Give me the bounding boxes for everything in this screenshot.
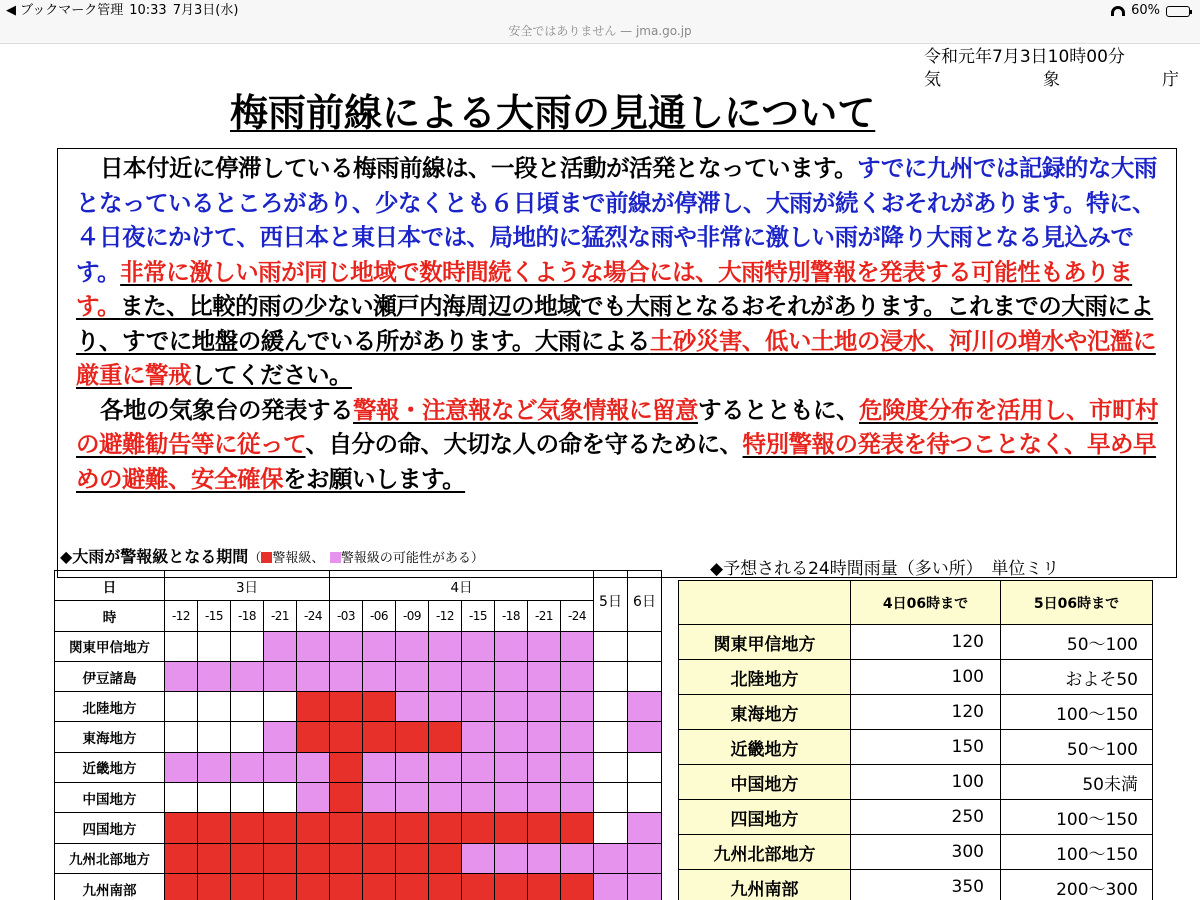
warning-level-cell xyxy=(363,661,396,691)
page-title: 梅雨前線による大雨の見通しについて xyxy=(230,91,876,135)
warning-level-cell xyxy=(628,873,662,900)
table-row xyxy=(55,783,662,813)
warning-level-cell xyxy=(429,843,462,873)
warning-level-cell xyxy=(165,722,198,752)
rain-value-4d: 150 xyxy=(851,730,1001,765)
warning-level-cell xyxy=(198,752,231,782)
rain-value-4d: 120 xyxy=(851,695,1001,730)
warning-level-cell xyxy=(628,783,662,813)
warning-level-cell xyxy=(231,661,264,691)
rain-value-4d: 100 xyxy=(851,765,1001,800)
warning-level-cell xyxy=(198,692,231,722)
warning-level-cell xyxy=(231,783,264,813)
warning-level-cell xyxy=(429,661,462,691)
warning-level-cell xyxy=(495,631,528,661)
notice-text-segment: すでに九州では記録的な大雨となっているところがあり、少なくとも６日頃まで前線が停滞し、大雨が続くおそれがあります。特に、４日夜にかけて、西日本と東日本では、局地的に猛烈な雨や非常に激しい雨が降り大雨となる見込みです。 xyxy=(76,154,1157,286)
warning-level-cell xyxy=(363,843,396,873)
header-day4: 4日 xyxy=(330,571,594,601)
warning-level-cell xyxy=(561,722,594,752)
warning-level-cell xyxy=(528,631,561,661)
warning-level-cell xyxy=(561,661,594,691)
status-date: 7月3日(水) xyxy=(172,3,239,18)
warning-level-cell xyxy=(264,843,297,873)
table-row xyxy=(55,843,662,873)
warning-level-cell xyxy=(330,783,363,813)
warning-level-cell xyxy=(264,631,297,661)
warning-level-cell xyxy=(462,661,495,691)
rain-value-4d: 100 xyxy=(851,660,1001,695)
warning-level-cell xyxy=(528,843,561,873)
notice-text-segment: 土砂災害、低い土地の浸水、河川の増水や氾濫に厳重に警戒 xyxy=(76,326,1156,389)
rain-region-label: 九州南部 xyxy=(679,870,851,900)
warning-level-cell xyxy=(528,783,561,813)
warning-level-cell xyxy=(165,631,198,661)
warning-level-cell xyxy=(297,873,330,900)
notice-text-segment: 非常に激しい雨が同じ地域で数時間続くような場合には、大雨特別警報を発表する可能性もあります。 xyxy=(76,257,1133,320)
rain-region-label: 九州北部地方 xyxy=(679,835,851,870)
warning-level-cell xyxy=(264,722,297,752)
hour-header-cell: -06 xyxy=(363,601,396,631)
warning-level-cell xyxy=(528,752,561,782)
warning-level-cell xyxy=(628,843,662,873)
warning-level-cell xyxy=(330,631,363,661)
notice-text-segment: するとともに、 xyxy=(698,395,859,424)
agency-char: 庁 xyxy=(1162,70,1179,90)
warning-level-cell xyxy=(495,843,528,873)
warning-level-cell xyxy=(528,873,561,900)
warning-level-cell xyxy=(429,813,462,843)
warning-level-cell xyxy=(429,631,462,661)
warning-level-cell xyxy=(495,752,528,782)
warning-level-cell xyxy=(561,873,594,900)
warning-level-cell xyxy=(396,873,429,900)
agency-char: 気 xyxy=(924,70,941,90)
table-row xyxy=(55,722,662,752)
rain-value-5d: 100～150 xyxy=(1001,695,1153,730)
rain-value-5d: 50～100 xyxy=(1001,625,1153,660)
warning-level-cell xyxy=(628,752,662,782)
region-label: 四国地方 xyxy=(55,813,165,843)
warning-level-cell xyxy=(198,843,231,873)
table-row xyxy=(679,695,1153,730)
header-hour-label: 時 xyxy=(55,601,165,631)
warning-level-cell xyxy=(363,722,396,752)
table-row xyxy=(679,870,1153,900)
warning-level-cell xyxy=(561,631,594,661)
legend-red-label: 警報級、 xyxy=(272,551,325,566)
warning-level-cell xyxy=(297,661,330,691)
warn-header-day-row xyxy=(55,571,662,601)
warning-period-heading: ◆大雨が警報級となる期間 xyxy=(60,547,249,566)
warning-level-cell xyxy=(165,752,198,782)
battery-percent: 60% xyxy=(1131,3,1160,18)
wifi-icon xyxy=(1111,6,1125,16)
warning-level-cell xyxy=(628,631,662,661)
warning-level-cell xyxy=(264,783,297,813)
address-text[interactable]: 安全ではありません — jma.go.jp xyxy=(508,24,692,38)
warning-level-cell xyxy=(429,722,462,752)
warning-level-cell xyxy=(198,661,231,691)
rain-value-5d: 100～150 xyxy=(1001,800,1153,835)
warning-level-cell xyxy=(495,783,528,813)
legend-red-swatch xyxy=(261,552,272,563)
rain-header-col2: 5日06時まで xyxy=(1001,581,1153,625)
warning-level-cell xyxy=(628,692,662,722)
warning-level-cell xyxy=(165,692,198,722)
warning-level-cell xyxy=(594,692,628,722)
warning-level-cell xyxy=(462,843,495,873)
warning-level-cell xyxy=(462,722,495,752)
hour-header-cell: -09 xyxy=(396,601,429,631)
legend-pink-swatch xyxy=(330,552,341,563)
rain-value-4d: 250 xyxy=(851,800,1001,835)
warning-level-cell xyxy=(363,783,396,813)
warning-level-cell xyxy=(594,752,628,782)
legend-pink-label: 警報級の可能性がある） xyxy=(340,551,484,566)
table-row xyxy=(679,765,1153,800)
warning-level-cell xyxy=(594,722,628,752)
region-label: 九州南部 xyxy=(55,873,165,900)
table-row xyxy=(55,631,662,661)
warning-level-cell xyxy=(495,661,528,691)
warning-level-cell xyxy=(165,783,198,813)
rain-region-label: 北陸地方 xyxy=(679,660,851,695)
rain-value-5d: 100～150 xyxy=(1001,835,1153,870)
warning-level-cell xyxy=(594,661,628,691)
warning-level-cell xyxy=(528,692,561,722)
warning-level-cell xyxy=(495,722,528,752)
warning-level-cell xyxy=(561,783,594,813)
warning-level-cell xyxy=(165,813,198,843)
notice-text-segment: 特別警報の発表を待つことなく、早め早めの避難、安全確保 xyxy=(76,430,1157,493)
warning-level-cell xyxy=(264,661,297,691)
warning-level-cell xyxy=(297,692,330,722)
table-row xyxy=(679,625,1153,660)
rain-header-col1: 4日06時まで xyxy=(851,581,1001,625)
rainfall-table xyxy=(678,580,1153,900)
hour-header-cell: -15 xyxy=(198,601,231,631)
rain-region-label: 中国地方 xyxy=(679,765,851,800)
hour-header-cell: -03 xyxy=(330,601,363,631)
region-label: 九州北部地方 xyxy=(55,843,165,873)
notice-box xyxy=(57,148,1177,578)
rain-region-label: 東海地方 xyxy=(679,695,851,730)
hour-header-cell: -21 xyxy=(264,601,297,631)
rain-value-4d: 120 xyxy=(851,625,1001,660)
issued-date: 令和元年7月3日10時00分 xyxy=(924,47,1125,67)
rainfall-heading: ◆予想される24時間雨量（多い所） 単位ミリ xyxy=(710,559,1060,579)
battery-icon xyxy=(1166,6,1190,17)
warning-level-cell xyxy=(264,752,297,782)
rain-value-5d: 50未満 xyxy=(1001,765,1153,800)
legend-open: （ xyxy=(248,551,262,566)
table-row xyxy=(55,692,662,722)
warning-level-cell xyxy=(363,631,396,661)
warning-level-cell xyxy=(628,813,662,843)
table-row xyxy=(679,835,1153,870)
warning-level-cell xyxy=(165,873,198,900)
region-label: 近畿地方 xyxy=(55,752,165,782)
warning-level-cell xyxy=(297,722,330,752)
hour-header-cell: -18 xyxy=(495,601,528,631)
warning-level-cell xyxy=(561,813,594,843)
warning-level-cell xyxy=(330,661,363,691)
hour-header-cell: -24 xyxy=(297,601,330,631)
warning-level-cell xyxy=(528,722,561,752)
region-label: 中国地方 xyxy=(55,783,165,813)
warning-level-cell xyxy=(561,843,594,873)
warning-level-cell xyxy=(231,722,264,752)
warning-level-cell xyxy=(330,813,363,843)
warning-level-cell xyxy=(198,783,231,813)
warning-level-cell xyxy=(628,722,662,752)
notice-text-segment: してください。 xyxy=(191,361,352,389)
rain-header-blank xyxy=(679,581,851,625)
table-row xyxy=(55,813,662,843)
warning-level-cell xyxy=(594,843,628,873)
warn-header-hour-row xyxy=(55,601,662,631)
warning-level-cell xyxy=(594,813,628,843)
warning-level-cell xyxy=(462,813,495,843)
hour-header-cell: -24 xyxy=(561,601,594,631)
notice-paragraph-2 xyxy=(76,393,1168,497)
warning-level-cell xyxy=(231,752,264,782)
region-label: 東海地方 xyxy=(55,722,165,752)
warning-level-cell xyxy=(297,813,330,843)
issued-block xyxy=(924,46,1179,92)
warning-level-cell xyxy=(297,783,330,813)
warning-level-cell xyxy=(363,813,396,843)
warning-level-cell xyxy=(363,692,396,722)
warning-level-cell xyxy=(363,752,396,782)
warning-level-cell xyxy=(363,873,396,900)
hour-header-cell: -12 xyxy=(165,601,198,631)
header-day3: 3日 xyxy=(165,571,330,601)
warning-level-cell xyxy=(429,783,462,813)
back-to-app-link[interactable]: ◀ ブックマーク管理 xyxy=(6,3,124,18)
header-day5: 5日 xyxy=(594,571,628,632)
warning-level-cell xyxy=(231,631,264,661)
table-row xyxy=(679,800,1153,835)
header-day6: 6日 xyxy=(628,571,662,632)
warning-level-cell xyxy=(495,813,528,843)
warning-period-table xyxy=(54,570,662,900)
notice-text-segment: 、自分の命、大切な人の命を守るために、 xyxy=(305,430,743,458)
warning-level-cell xyxy=(462,752,495,782)
warning-level-cell xyxy=(429,692,462,722)
warning-level-cell xyxy=(561,692,594,722)
warning-level-cell xyxy=(594,631,628,661)
warning-level-cell xyxy=(462,873,495,900)
warning-level-cell xyxy=(462,783,495,813)
warning-level-cell xyxy=(528,813,561,843)
warning-level-cell xyxy=(264,692,297,722)
warning-level-cell xyxy=(264,873,297,900)
status-bar xyxy=(0,0,1200,22)
warning-level-cell xyxy=(198,813,231,843)
notice-text-segment: をお願いします。 xyxy=(283,464,466,493)
rain-region-label: 近畿地方 xyxy=(679,730,851,765)
notice-text-segment: 警報・注意報など気象情報に留意 xyxy=(353,395,698,424)
warning-level-cell xyxy=(528,661,561,691)
warning-level-cell xyxy=(396,843,429,873)
warning-level-cell xyxy=(231,692,264,722)
hour-header-cell: -18 xyxy=(231,601,264,631)
notice-paragraph-1 xyxy=(76,151,1168,393)
notice-text-segment: 各地の気象台の発表する xyxy=(100,395,353,424)
warning-period-heading-block xyxy=(60,544,484,567)
warning-level-cell xyxy=(231,813,264,843)
warning-level-cell xyxy=(264,813,297,843)
warning-level-cell xyxy=(297,631,330,661)
warning-level-cell xyxy=(396,752,429,782)
rain-value-5d: 50～100 xyxy=(1001,730,1153,765)
warning-level-cell xyxy=(165,661,198,691)
warning-level-cell xyxy=(396,813,429,843)
warning-level-cell xyxy=(165,843,198,873)
warning-level-cell xyxy=(462,631,495,661)
warning-level-cell xyxy=(396,661,429,691)
rain-value-4d: 350 xyxy=(851,870,1001,900)
hour-header-cell: -21 xyxy=(528,601,561,631)
hour-header-cell: -12 xyxy=(429,601,462,631)
document-page xyxy=(20,44,1190,900)
warning-level-cell xyxy=(594,873,628,900)
warning-level-cell xyxy=(330,752,363,782)
warning-level-cell xyxy=(396,783,429,813)
warning-level-cell xyxy=(429,873,462,900)
warning-level-cell xyxy=(330,873,363,900)
region-label: 北陸地方 xyxy=(55,692,165,722)
notice-text-segment: 日本付近に停滞している梅雨前線は、一段と活動が活発となっています。 xyxy=(100,154,858,182)
rain-header-row xyxy=(679,581,1153,625)
warning-level-cell xyxy=(330,722,363,752)
address-bar[interactable] xyxy=(0,22,1200,44)
rain-value-5d: 200～300 xyxy=(1001,870,1153,900)
warning-level-cell xyxy=(297,752,330,782)
warning-level-cell xyxy=(495,692,528,722)
warning-level-cell xyxy=(297,843,330,873)
rain-region-label: 関東甲信地方 xyxy=(679,625,851,660)
warning-level-cell xyxy=(231,873,264,900)
warning-level-cell xyxy=(462,692,495,722)
table-row xyxy=(679,660,1153,695)
notice-text-segment: また、比較的雨の少ない瀬戸内海周辺の地域でも大雨となるおそれがあります。これまでの大雨により、すでに地盤の緩んでいる所があります。大雨による xyxy=(76,292,1154,355)
region-label: 伊豆諸島 xyxy=(55,661,165,691)
warning-level-cell xyxy=(231,843,264,873)
region-label: 関東甲信地方 xyxy=(55,631,165,661)
rain-value-4d: 300 xyxy=(851,835,1001,870)
warning-level-cell xyxy=(198,722,231,752)
agency-char: 象 xyxy=(1043,70,1060,90)
warning-level-cell xyxy=(396,692,429,722)
warning-level-cell xyxy=(396,631,429,661)
hour-header-cell: -15 xyxy=(462,601,495,631)
warning-level-cell xyxy=(330,692,363,722)
issuing-agency xyxy=(924,69,1179,92)
header-day-label: 日 xyxy=(55,571,165,601)
warning-level-cell xyxy=(198,631,231,661)
rain-region-label: 四国地方 xyxy=(679,800,851,835)
warning-level-cell xyxy=(396,722,429,752)
warning-level-cell xyxy=(561,752,594,782)
notice-text-segment: 危険度分布を活用し、市町村の避難勧告等に従って xyxy=(76,395,1158,458)
table-row xyxy=(679,730,1153,765)
table-row xyxy=(55,661,662,691)
warning-level-cell xyxy=(594,783,628,813)
table-row xyxy=(55,873,662,900)
table-row xyxy=(55,752,662,782)
warning-level-cell xyxy=(330,843,363,873)
status-time: 10:33 xyxy=(129,3,167,18)
rain-value-5d: およそ50 xyxy=(1001,660,1153,695)
warning-level-cell xyxy=(495,873,528,900)
warning-level-cell xyxy=(429,752,462,782)
warning-level-cell xyxy=(628,661,662,691)
warning-level-cell xyxy=(198,873,231,900)
